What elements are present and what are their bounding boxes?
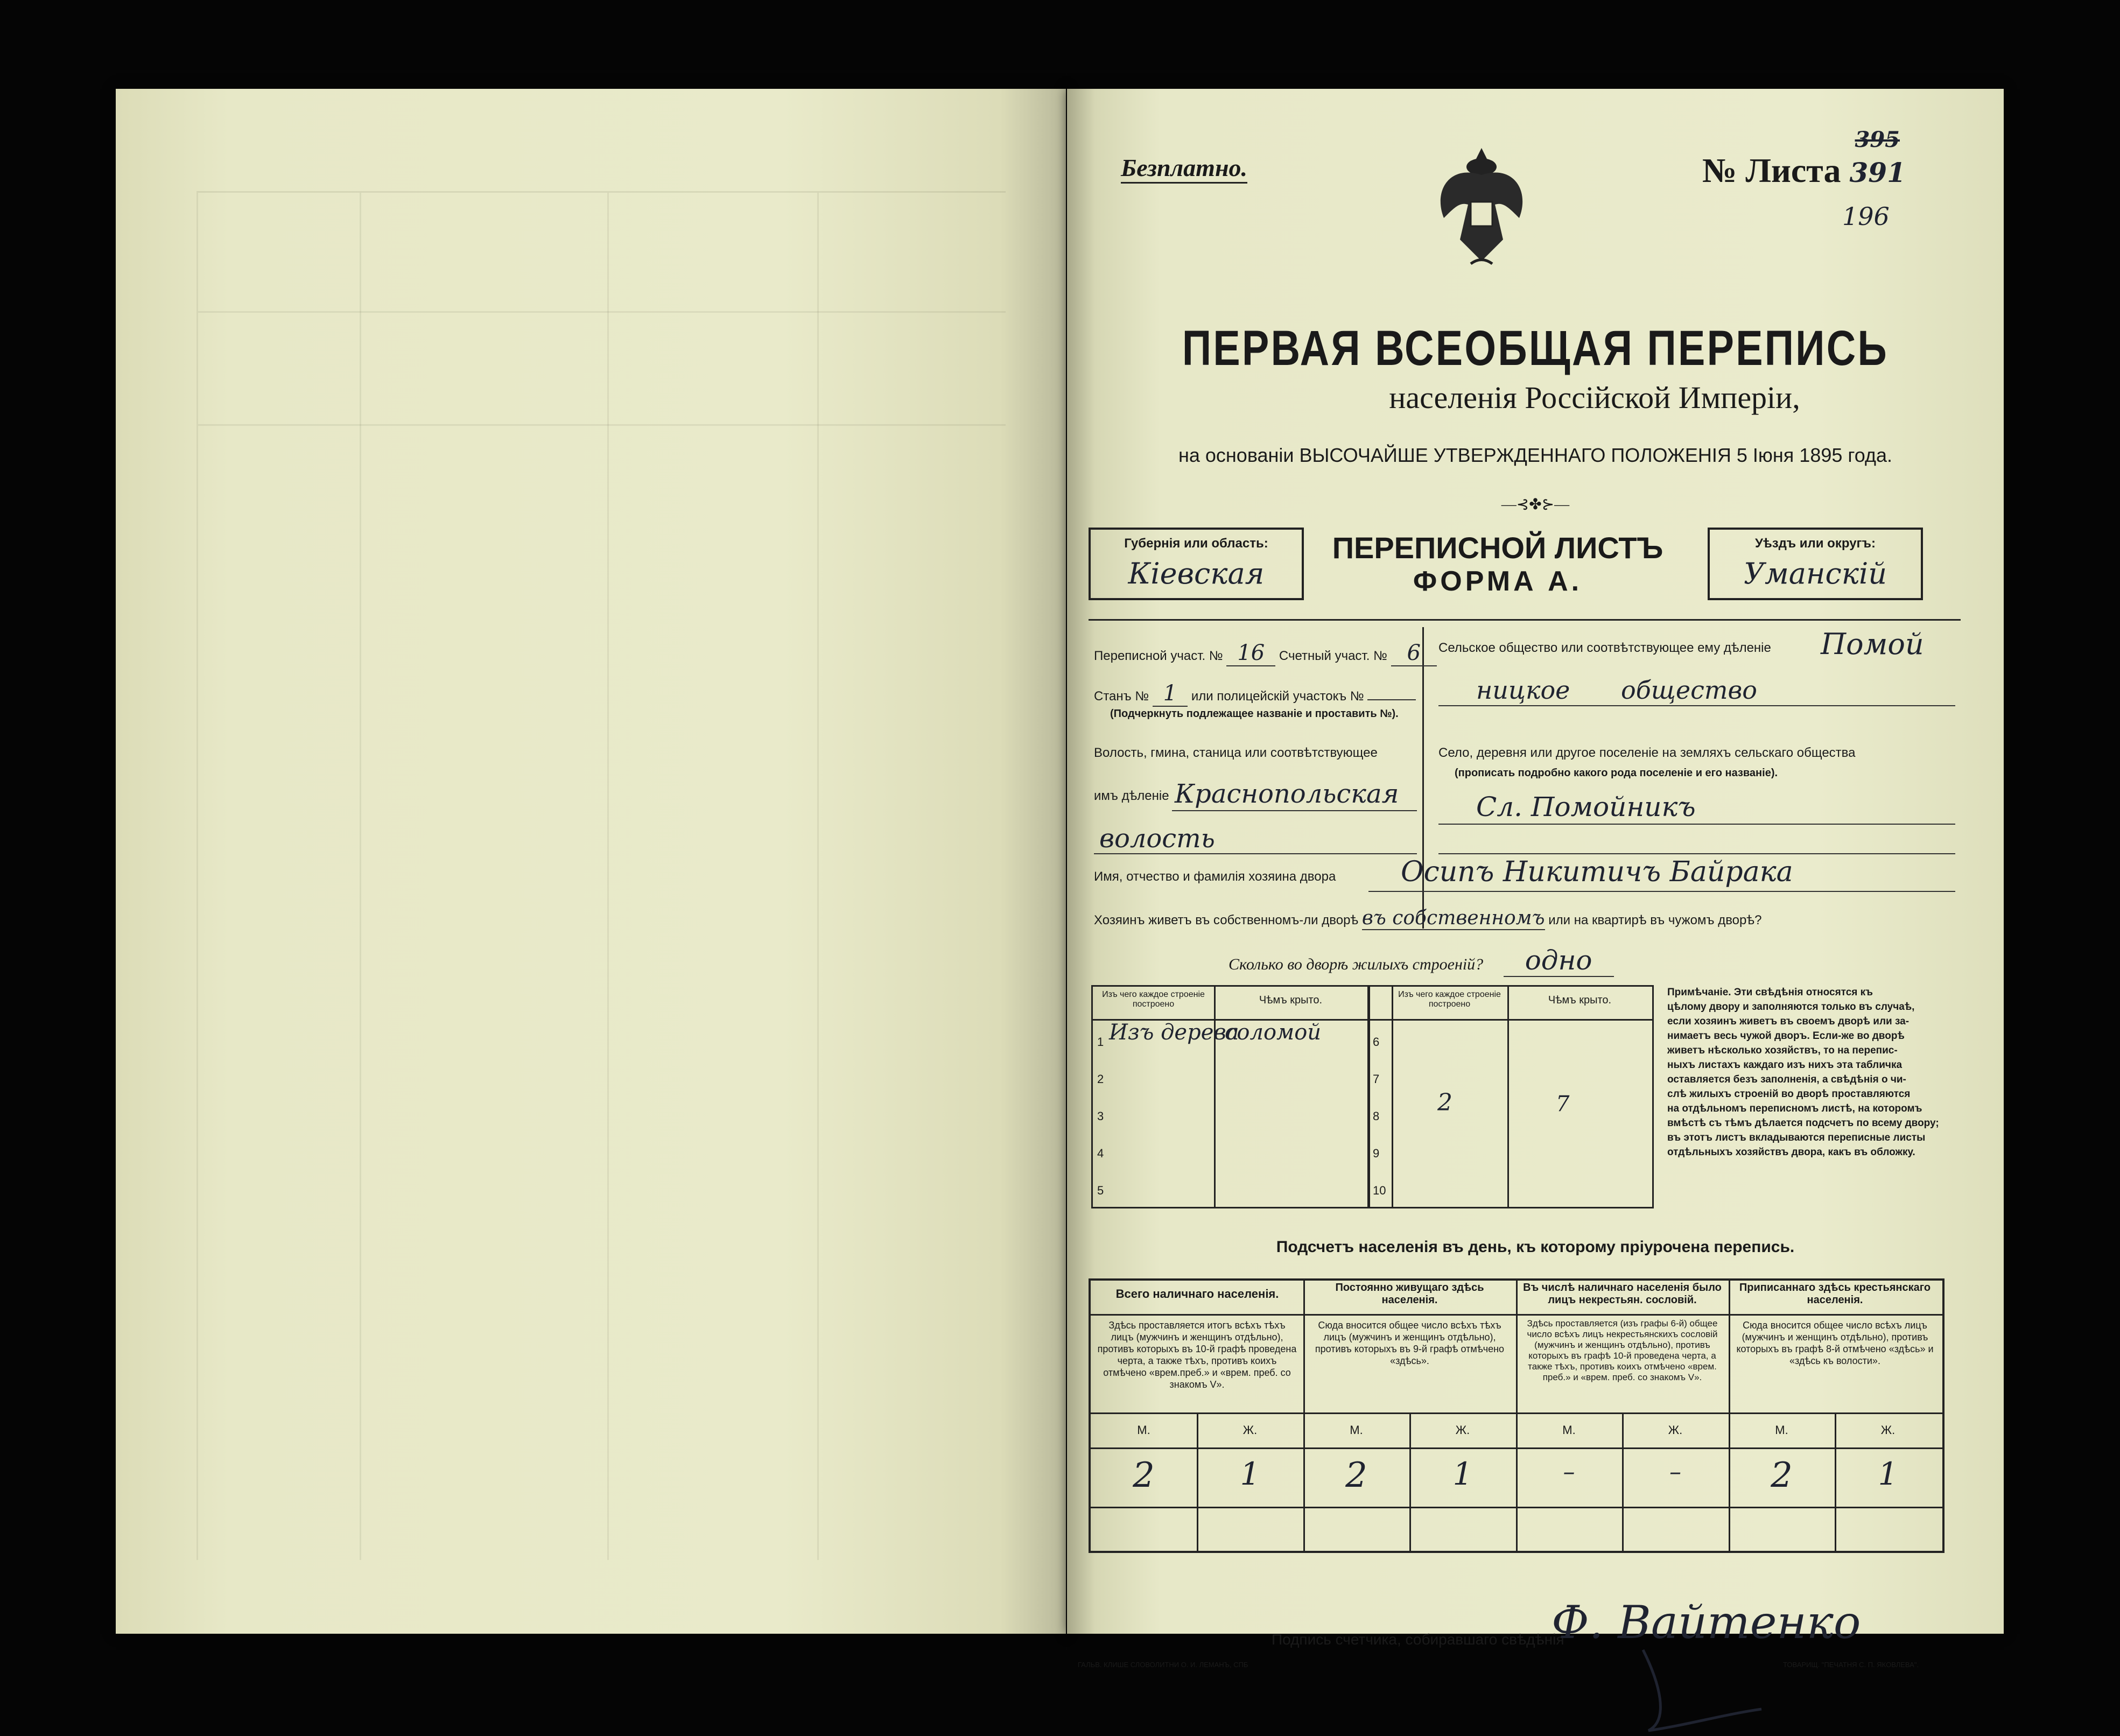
count-col3-m-label: М. <box>1562 1423 1576 1437</box>
rows-right <box>1373 1023 1386 1209</box>
col-roof-2: Чѣмъ крыто. <box>1548 994 1612 1006</box>
roof-1: соломой <box>1225 1020 1322 1045</box>
row-num: 4 <box>1097 1147 1104 1160</box>
society-label: Сельское общество или соотвѣтствующее ему дѣленіе <box>1438 641 1771 655</box>
note-line: оставляется безъ заполненія, а свѣдѣнія о чи- <box>1667 1074 1906 1085</box>
owner-value: Осипъ Никитичъ Байрака <box>1401 856 1793 888</box>
row-num: 6 <box>1373 1035 1380 1049</box>
count-col4-head: Приписаннаго здѣсь крестьянскаго населенія. <box>1739 1282 1931 1306</box>
selo-line <box>1438 824 1955 825</box>
count-col1-m: 2 <box>1133 1456 1155 1495</box>
schetny-value: 6 <box>1391 641 1437 666</box>
count-col2-zh-label: Ж. <box>1455 1423 1470 1437</box>
owner-line <box>1368 891 1955 892</box>
note-line: нимаетъ весь чужой дворъ. Если-же во дворѣ <box>1667 1030 1905 1042</box>
mark-8-roof: 7 <box>1556 1092 1570 1116</box>
note-line: ныхъ листахъ каждаго изъ нихъ эта табличка <box>1667 1059 1903 1071</box>
police-label: или полицейскій участокъ № <box>1191 689 1364 704</box>
sheet-no-label: № Листа <box>1702 151 1841 189</box>
underline-note: (Подчеркнуть подлежащее названіе и проставить №). <box>1110 708 1399 720</box>
selo-label: Село, деревня или другое поселеніе на земляхъ сельскаго общества <box>1438 746 1856 760</box>
society-line <box>1438 705 1955 706</box>
count-col4-zh: 1 <box>1878 1456 1898 1492</box>
count-col1-head: Всего наличнаго населенія. <box>1115 1287 1279 1301</box>
row-num: 5 <box>1097 1184 1104 1197</box>
count-col2-desc: Сюда вносится общее число всѣхъ тѣхъ лицъ (мужчинъ и женщинъ отдѣльно), противъ которыхъ въ 9-й графѣ отмѣчено «здѣсь». <box>1315 1320 1505 1366</box>
rows-left <box>1097 1023 1104 1209</box>
gubernia-value: Кіевская <box>1128 557 1265 591</box>
form-title: ПЕРЕПИСНОЙ ЛИСТЪ <box>1332 531 1663 565</box>
sheet-no-extra: 196 <box>1842 202 1890 231</box>
buildings-table <box>1091 985 1654 1208</box>
gubernia-box <box>1089 528 1304 600</box>
note-block <box>1667 985 1969 1159</box>
buildings-value: одно <box>1504 945 1614 977</box>
signature-flourish <box>1638 1644 1767 1736</box>
society-value-2: ницкое общество <box>1476 676 1757 705</box>
sheet-no-crossed: 395 <box>1855 127 1900 152</box>
uchastok-row <box>1094 641 1437 665</box>
row-num: 9 <box>1373 1147 1380 1160</box>
count-col3-head: Въ числѣ наличнаго населенія было лицъ некрестьян. сословій. <box>1523 1282 1722 1306</box>
row-num: 10 <box>1373 1184 1386 1197</box>
gubernia-label: Губернія или область: <box>1124 536 1268 551</box>
col-material-2: Изъ чего каждое строеніе построено <box>1398 990 1501 1009</box>
left-page <box>116 89 1066 1634</box>
stan-label: Станъ № <box>1094 689 1149 704</box>
society-value-1: Помой <box>1821 627 1924 661</box>
count-col4-m: 2 <box>1771 1456 1793 1495</box>
footer-left-print: ГАЛЬВ. КЛИШЕ СЛОВОЛИТНИ О. И. ЛЕМАНЪ, СПБ <box>1078 1661 1248 1669</box>
uezd-box <box>1708 528 1923 600</box>
count-title: Подсчетъ населенія въ день, къ которому пріурочена перепись. <box>1276 1238 1795 1256</box>
census-form-page <box>1067 89 2004 1669</box>
row-num: 1 <box>1097 1035 1104 1049</box>
signature-value: Ф. Вайтенко <box>1552 1596 1861 1649</box>
count-col2-zh: 1 <box>1452 1456 1473 1492</box>
volost-value-2: волость <box>1099 824 1215 854</box>
mark-8: 2 <box>1437 1089 1452 1116</box>
signature-label: Подпись счетчика, собиравшаго свѣдѣнія <box>1272 1631 1564 1648</box>
buildings-label: Сколько во дворѣ жилыхъ строеній? <box>1229 955 1484 973</box>
schetny-label: Счетный участ. № <box>1279 649 1387 663</box>
lives-value: въ собственномъ <box>1361 907 1545 929</box>
lives-label-2: или на квартирѣ въ чужомъ дворѣ? <box>1548 913 1762 927</box>
note-line: отдѣльныхъ хозяйствъ двора, какъ въ обложку. <box>1667 1147 1915 1158</box>
sheet-number <box>1702 127 1906 191</box>
count-col3-zh-label: Ж. <box>1668 1423 1683 1437</box>
count-col3-zh: – <box>1669 1458 1681 1486</box>
count-table <box>1089 1278 1944 1553</box>
imperial-eagle-emblem <box>1428 143 1535 272</box>
count-col1-m-label: М. <box>1137 1423 1150 1437</box>
fields-top-rule <box>1089 619 1961 621</box>
ornament-divider: —⊰✤⊱— <box>1501 496 1570 513</box>
form-sub: ФОРМА А. <box>1413 566 1583 597</box>
note-line: Примѣчаніе. Эти свѣдѣнія относятся къ <box>1667 987 1873 998</box>
uchastok-value: 16 <box>1226 641 1275 666</box>
note-line: вмѣстѣ съ тѣмъ дѣлается подсчетъ по всему двору; <box>1667 1117 1939 1129</box>
selo-line-2 <box>1438 853 1955 854</box>
sheet-no-value: 391 <box>1849 157 1906 188</box>
count-col4-zh-label: Ж. <box>1880 1423 1896 1437</box>
volost-line-1 <box>1172 810 1417 811</box>
count-col2-head: Постоянно живущаго здѣсь населенія. <box>1335 1282 1484 1306</box>
count-col3-desc: Здѣсь проставляется (изъ графы 6-й) общее число всѣхъ лицъ некрестьянскихъ сословій (мужчинъ и женщинъ отдѣльно), противъ которыхъ въ графѣ 10-й проведена черта, а также тѣхъ, противъ коихъ отмѣчено «врем. преб.» и «врем. преб. со знакомъ V». <box>1527 1318 1718 1382</box>
volost-label-2: имъ дѣленіе <box>1094 789 1169 803</box>
main-title: ПЕРВАЯ ВСЕОБЩАЯ ПЕРЕПИСЬ <box>1182 321 1889 376</box>
material-1: Изъ дерева <box>1109 1020 1239 1045</box>
count-col2-m: 2 <box>1345 1456 1367 1495</box>
volost-line-2 <box>1094 853 1417 854</box>
note-line: если хозяинъ живетъ въ своемъ дворѣ или за- <box>1667 1016 1910 1027</box>
free-label: Безплатно. <box>1121 153 1247 184</box>
row-num: 8 <box>1373 1109 1380 1123</box>
row-num: 3 <box>1097 1109 1104 1123</box>
row-num: 7 <box>1373 1072 1380 1086</box>
count-col1-desc: Здѣсь проставляется итогъ всѣхъ тѣхъ лицъ (мужчинъ и женщинъ отдѣльно), противъ которыхъ въ 10-й графѣ проведена черта, а также тѣхъ, противъ коихъ отмѣчено «врем.преб.» и «врем. преб. со знакомъ V». <box>1097 1320 1297 1390</box>
col-material-1: Изъ чего каждое строеніе построено <box>1102 990 1205 1009</box>
note-line: въ этотъ листъ вкладываются переписные листы <box>1667 1132 1926 1143</box>
uchastok-label: Переписной участ. № <box>1094 649 1223 663</box>
footer-right-print: ТОВАРИЩ. "ПЕЧАТНЯ С. П. ЯКОВЛЕВА". <box>1783 1661 1919 1669</box>
owner-label: Имя, отчество и фамилія хозяина двора <box>1094 869 1336 884</box>
basis-line: на основаніи ВЫСОЧАЙШЕ УТВЕРЖДЕННАГО ПОЛОЖЕНІЯ 5 Іюня 1895 года. <box>1178 444 1892 466</box>
uezd-label: Уѣздъ или округъ: <box>1754 536 1876 551</box>
count-col1-zh: 1 <box>1240 1456 1260 1492</box>
count-col3-m: – <box>1563 1458 1575 1486</box>
selo-value: Сл. Помойникъ <box>1476 791 1696 823</box>
selo-note: (прописать подробно какого рода поселеніе и его названіе). <box>1455 767 1778 779</box>
buildings-row <box>1229 945 1614 976</box>
form-title-block <box>1309 530 1686 598</box>
count-col2-m-label: М. <box>1350 1423 1363 1437</box>
lives-label-1: Хозяинъ живетъ въ собственномъ-ли дворѣ <box>1094 913 1359 927</box>
count-col4-m-label: М. <box>1775 1423 1788 1437</box>
uezd-value: Уманскій <box>1743 557 1887 591</box>
sub-title: населенія Россійской Имперіи, <box>1389 380 1800 415</box>
count-col4-desc: Сюда вносится общее число всѣхъ лицъ (мужчинъ и женщинъ отдѣльно), противъ которыхъ въ графѣ 8-й отмѣчено «здѣсь» и «здѣсь къ волости». <box>1736 1320 1934 1366</box>
note-line: на отдѣльномъ переписномъ листѣ, на которомъ <box>1667 1103 1922 1114</box>
col-roof-1: Чѣмъ крыто. <box>1259 994 1323 1006</box>
volost-label-1: Волость, гмина, станица или соотвѣтствующее <box>1094 746 1378 760</box>
volost-value-1: Краснопольская <box>1175 779 1399 809</box>
bleed-through-grid <box>196 191 1006 1560</box>
note-line: живетъ нѣсколько хозяйствъ, то на перепис- <box>1667 1045 1898 1056</box>
stan-row <box>1094 681 1416 706</box>
lives-row <box>1094 907 1761 929</box>
row-num: 2 <box>1097 1072 1104 1086</box>
stan-value: 1 <box>1153 681 1188 707</box>
count-col1-zh-label: Ж. <box>1242 1423 1258 1437</box>
note-line: цѣлому двору и заполняются только въ случаѣ, <box>1667 1001 1915 1013</box>
note-line: слѣ жилыхъ строеній во дворѣ проставляются <box>1667 1088 1911 1100</box>
